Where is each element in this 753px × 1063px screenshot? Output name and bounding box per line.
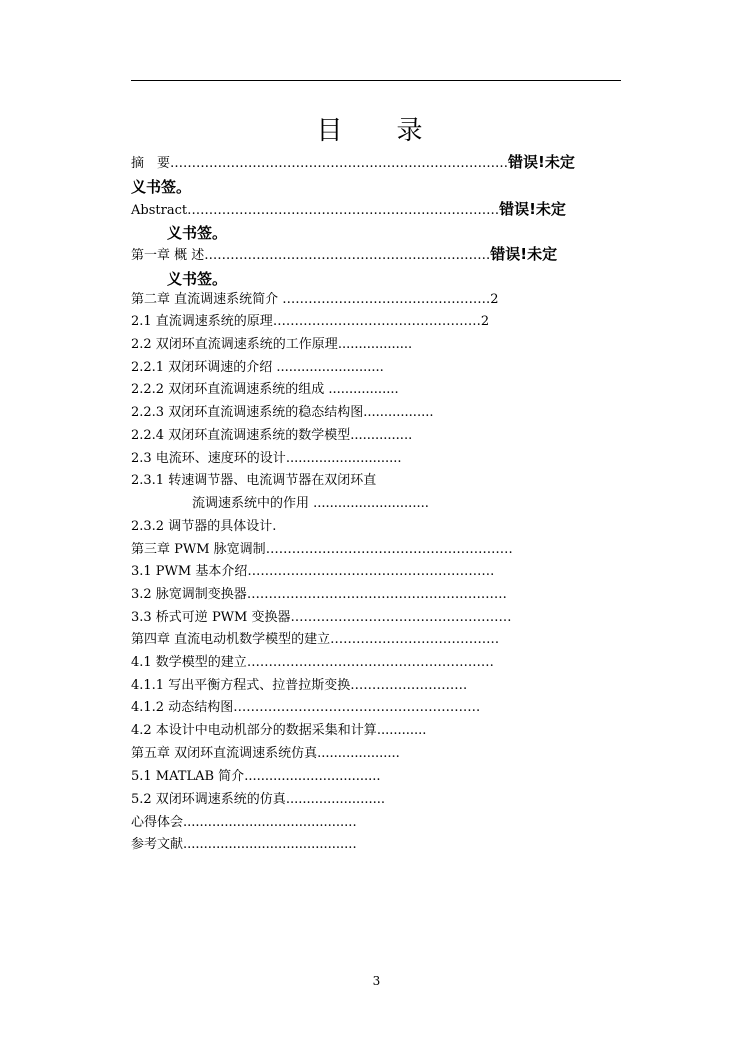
toc-entry-4-1-1[interactable] bbox=[131, 678, 467, 694]
entry-text: 第四章 直流电动机数学模型的建立 bbox=[131, 632, 331, 647]
toc-entry-reflections[interactable] bbox=[131, 815, 357, 831]
toc-entry-3-1[interactable] bbox=[131, 564, 494, 580]
entry-page-error: 错误!未定 bbox=[490, 245, 558, 263]
toc-entry-2-3[interactable] bbox=[131, 451, 402, 467]
toc-entry-2-2-2[interactable] bbox=[131, 382, 399, 398]
page-number: 3 bbox=[372, 974, 381, 988]
toc-entry-2-1[interactable] bbox=[131, 314, 489, 330]
toc-entry-chapter-4[interactable] bbox=[131, 632, 499, 648]
toc-entry-abstract-cn[interactable] bbox=[131, 154, 575, 172]
entry-text: 4.1.1 写出平衡方程式、拉普拉斯变换 bbox=[131, 678, 351, 693]
entry-text: 3.3 桥式可逆 PWM 变换器 bbox=[131, 610, 291, 625]
entry-leader: ………………………………………………… bbox=[233, 700, 481, 715]
entry-text: 摘 要 bbox=[131, 156, 171, 171]
toc-entry-chapter-2[interactable] bbox=[131, 292, 499, 308]
entry-text: 第五章 双闭环直流调速系统仿真 bbox=[131, 746, 318, 761]
entry-leader: ................. bbox=[328, 382, 399, 397]
entry-leader: ………………………………………………… bbox=[246, 655, 494, 670]
toc-entry-3-2[interactable] bbox=[131, 587, 507, 603]
entry-text: 4.2 本设计中电动机部分的数据采集和计算 bbox=[131, 723, 377, 738]
toc-entry-2-3-1[interactable] bbox=[131, 473, 376, 489]
entry-page-error: 错误!未定 bbox=[499, 200, 566, 218]
toc-entry-5-2[interactable] bbox=[131, 792, 385, 808]
toc-entry-abstract-en[interactable] bbox=[131, 201, 566, 219]
entry-leader: .................. bbox=[337, 337, 413, 352]
entry-text: 2.3.1 转速调节器、电流调节器在双闭环直 bbox=[131, 473, 377, 488]
entry-leader: ………………………………………………… bbox=[247, 564, 495, 579]
toc-entry-references[interactable] bbox=[131, 837, 357, 853]
toc-entry-2-2[interactable] bbox=[131, 337, 412, 353]
entry-page-error-cont: 义书签。 bbox=[167, 224, 228, 242]
entry-leader: ………………………………………………………… bbox=[204, 248, 491, 263]
entry-leader: …………………………………………… bbox=[290, 610, 512, 625]
entry-leader: ……………………………………………………………… bbox=[187, 203, 500, 218]
entry-text: 第二章 直流调速系统简介 bbox=[131, 292, 283, 307]
entry-text: 心得体会 bbox=[131, 815, 184, 830]
toc-entry-2-3-2[interactable] bbox=[131, 519, 276, 535]
entry-page-error-cont: 义书签。 bbox=[131, 178, 192, 196]
toc-entry-4-1[interactable] bbox=[131, 655, 494, 671]
entry-text: 2.2 双闭环直流调速系统的工作原理 bbox=[131, 337, 338, 352]
entry-text: Abstract bbox=[131, 203, 188, 218]
toc-entry-5-1[interactable] bbox=[131, 769, 381, 785]
entry-leader: ………………………………………… bbox=[272, 314, 481, 329]
entry-leader: ............ bbox=[376, 723, 427, 738]
toc-entry-2-2-4[interactable] bbox=[131, 428, 412, 444]
toc-entry-4-2[interactable] bbox=[131, 723, 426, 739]
entry-leader: .......................................... bbox=[183, 815, 357, 830]
toc-entry-chapter-3[interactable] bbox=[131, 542, 513, 558]
entry-text: 参考文献 bbox=[131, 837, 184, 852]
toc-entry-chapter-5[interactable] bbox=[131, 746, 400, 762]
entry-text: 5.1 MATLAB 简介 bbox=[131, 769, 245, 784]
entry-page-error: 错误!未定 bbox=[508, 153, 575, 171]
entry-text: 4.1.2 动态结构图 bbox=[131, 700, 234, 715]
toc-entry-2-3-1-cont[interactable] bbox=[192, 496, 429, 512]
entry-leader: ........................ bbox=[285, 792, 385, 807]
entry-leader: ………………………………………… bbox=[282, 292, 491, 307]
toc-entry-2-2-1[interactable] bbox=[131, 360, 384, 376]
entry-leader: ................................. bbox=[244, 769, 381, 784]
entry-text: 2.3 电流环、速度环的设计 bbox=[131, 451, 286, 466]
entry-page-error-cont: 义书签。 bbox=[167, 270, 228, 288]
entry-leader: ............................ bbox=[285, 451, 402, 466]
header-rule bbox=[131, 80, 621, 81]
toc-title: 目 录 bbox=[316, 116, 437, 146]
entry-leader: ............................ bbox=[313, 496, 429, 511]
entry-leader: .......................... bbox=[276, 360, 384, 375]
entry-text: 2.1 直流调速系统的原理 bbox=[131, 314, 273, 329]
entry-text: 2.2.3 双闭环直流调速系统的稳态结构图 bbox=[131, 405, 364, 420]
entry-text: 2.2.1 双闭环调速的介绍 bbox=[131, 360, 277, 375]
entry-text: 流调速系统中的作用 bbox=[192, 496, 314, 511]
entry-text: 2.3.2 调节器的具体设计. bbox=[131, 519, 277, 534]
toc-entry-chapter-1[interactable] bbox=[131, 246, 557, 264]
toc-entry-4-1-2[interactable] bbox=[131, 700, 480, 716]
toc-entry-2-2-3[interactable] bbox=[131, 405, 433, 421]
toc-entry-3-3[interactable] bbox=[131, 610, 512, 626]
entry-leader: ................. bbox=[363, 405, 434, 420]
entry-text: 5.2 双闭环调速系统的仿真 bbox=[131, 792, 286, 807]
entry-leader: ……………………… bbox=[350, 678, 468, 693]
entry-text: 第三章 PWM 脉宽调制 bbox=[131, 542, 266, 557]
entry-text: 2.2.2 双闭环直流调速系统的组成 bbox=[131, 382, 329, 397]
entry-text: 2.2.4 双闭环直流调速系统的数学模型 bbox=[131, 428, 351, 443]
entry-leader: ………………………………………………… bbox=[265, 542, 513, 557]
entry-leader: .......................................... bbox=[183, 837, 357, 852]
entry-text: 第一章 概 述 bbox=[131, 248, 205, 263]
entry-page: 2 bbox=[490, 292, 499, 307]
entry-page: 2 bbox=[480, 314, 490, 329]
entry-leader: .................... bbox=[317, 746, 400, 761]
entry-text: 3.2 脉宽调制变换器 bbox=[131, 587, 247, 602]
entry-leader: ………………………………… bbox=[330, 632, 500, 647]
entry-text: 3.1 PWM 基本介绍 bbox=[131, 564, 248, 579]
entry-leader: …………………………………………………… bbox=[246, 587, 507, 602]
entry-text: 4.1 数学模型的建立 bbox=[131, 655, 247, 670]
entry-leader: ............... bbox=[350, 428, 413, 443]
entry-leader: …………………………………………………………………… bbox=[170, 156, 509, 171]
